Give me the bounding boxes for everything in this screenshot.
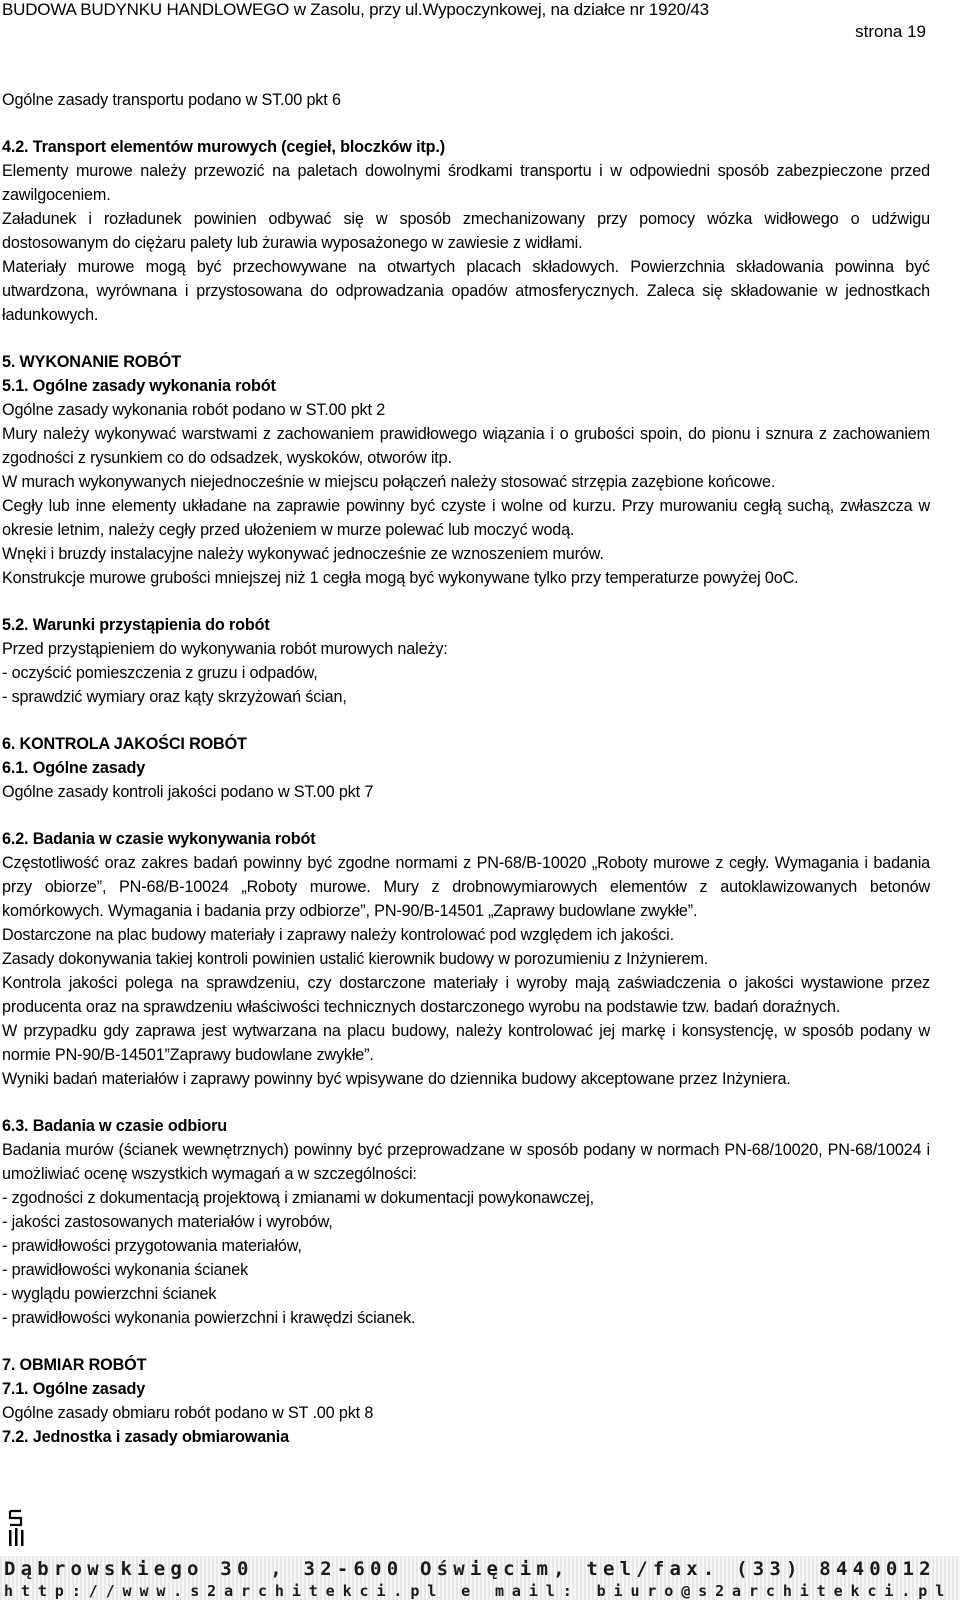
list-item: - prawidłowości wykonania ścianek: [2, 1261, 249, 1279]
list-item: - zgodności z dokumentacją projektową i zmianami w dokumentacji powykonawczej,: [2, 1189, 595, 1207]
paragraph: Konstrukcje murowe grubości mniejszej niż 1 cegła mogą być wykonywane tylko przy temperaturze powyżej 0oC.: [2, 569, 799, 587]
chapter-heading: 5. WYKONANIE ROBÓT: [2, 353, 181, 371]
paragraph: Mury należy wykonywać warstwami z zachowaniem prawidłowego wiązania i o grubości spoin, do pionu i sznura z zachowaniem zgodności z rysunkiem co do odsadzek, wyskoków, otworów itp.: [2, 425, 930, 467]
paragraph: Ogólne zasady wykonania robót podano w ST.00 pkt 2: [2, 401, 386, 419]
section-heading: 7.1. Ogólne zasady: [2, 1380, 146, 1398]
chapter-heading: 6. KONTROLA JAKOŚCI ROBÓT: [2, 735, 247, 753]
paragraph: Dostarczone na plac budowy materiały i zaprawy należy kontrolować pod względem ich jakości.: [2, 926, 674, 944]
paragraph: Przed przystąpieniem do wykonywania robót murowych należy:: [2, 640, 448, 658]
section-heading: 5.1. Ogólne zasady wykonania robót: [2, 377, 276, 395]
section-heading: 6.2. Badania w czasie wykonywania robót: [2, 830, 316, 848]
paragraph: Załadunek i rozładunek powinien odbywać się w sposób zmechanizowany przy pomocy wózka widłowego o udźwigu dostosowanym do ciężaru palety lub żurawia wyposażonego w zawiesie z widłami.: [2, 210, 930, 252]
page-number: strona 19: [855, 22, 926, 41]
paragraph: Materiały murowe mogą być przechowywane na otwartych placach składowych. Powierzchnia składowania powinna być utwardzona, wyrównana i przystosowana do odprowadzania opadów atmosferycznych. Zaleca się składowanie w jednostkach ładunkowych.: [2, 258, 930, 324]
list-item: - wyglądu powierzchni ścianek: [2, 1285, 217, 1303]
paragraph: Częstotliwość oraz zakres badań powinny być zgodne normami z PN-68/B-10020 „Roboty murowe z cegły. Wymagania i badania przy obiorze”, PN-68/B-10024 „Roboty murowe. Mury z drobnowymiarowych elementów z autoklawizowanych betonów komórkowych. Wymagania i badania przy odbiorze”, PN-90/B-14501 „Zaprawy budowlane zwykłe”.: [2, 854, 930, 920]
section-heading: 5.2. Warunki przystąpienia do robót: [2, 616, 270, 634]
paragraph: Wyniki badań materiałów i zaprawy powinny być wpisywane do dziennika budowy akceptowane przez Inżyniera.: [2, 1070, 791, 1088]
list-item: - sprawdzić wymiary oraz kąty skrzyżowań ścian,: [2, 688, 347, 706]
document-header-title: BUDOWA BUDYNKU HANDLOWEGO w Zasolu, przy ul.Wypoczynkowej, na działce nr 1920/43: [2, 0, 709, 19]
footer-web-email: http://www.s2architekci.pl e mail: biuro@s2architekci.pl: [4, 1582, 953, 1600]
paragraph: W murach wykonywanych niejednocześnie w miejscu połączeń należy stosować strzępia zazębione końcowe.: [2, 473, 776, 491]
paragraph: Wnęki i bruzdy instalacyjne należy wykonywać jednocześnie ze wznoszeniem murów.: [2, 545, 604, 563]
document-footer: [0, 1556, 960, 1600]
paragraph: Ogólne zasady obmiaru robót podano w ST .00 pkt 8: [2, 1404, 374, 1422]
section-heading: 6.1. Ogólne zasady: [2, 759, 146, 777]
paragraph: Cegły lub inne elementy układane na zaprawie powinny być czyste i wolne od kurzu. Przy murowaniu cegłą suchą, zwłaszcza w okresie letnim, należy cegły przed ułożeniem w murze polewać lub moczyć wodą.: [2, 497, 930, 539]
paragraph: Kontrola jakości polega na sprawdzeniu, czy dostarczone materiały i wyroby mają zaświadczenia o jakości wystawione przez producenta oraz na sprawdzeniu właściwości technicznych dostarczonego wyrobu na podstawie tzw. badań doraźnych.: [2, 974, 930, 1016]
footer-address: Dąbrowskiego 30 , 32-600 Oświęcim, tel/fax. (33) 8440012: [4, 1558, 936, 1580]
section-heading: 7.2. Jednostka i zasady obmiarowania: [2, 1428, 289, 1446]
paragraph: Ogólne zasady kontroli jakości podano w ST.00 pkt 7: [2, 783, 374, 801]
s2-logo-icon: [6, 1508, 26, 1553]
paragraph: Zasady dokonywania takiej kontroli powinien ustalić kierownik budowy w porozumieniu z Inżynierem.: [2, 950, 709, 968]
list-item: - oczyścić pomieszczenia z gruzu i odpadów,: [2, 664, 318, 682]
paragraph: Elementy murowe należy przewozić na paletach dowolnymi środkami transportu i w odpowiedni sposób zabezpieczone przed zawilgoceniem.: [2, 162, 930, 204]
paragraph: Badania murów (ścianek wewnętrznych) powinny być przeprowadzane w sposób podany w normach PN-68/10020, PN-68/10024 i umożliwiać ocenę wszystkich wymagań a w szczególności:: [2, 1141, 930, 1183]
list-item: - prawidłowości przygotowania materiałów,: [2, 1237, 302, 1255]
chapter-heading: 7. OBMIAR ROBÓT: [2, 1356, 147, 1374]
list-item: - jakości zastosowanych materiałów i wyrobów,: [2, 1213, 333, 1231]
list-item: - prawidłowości wykonania powierzchni i krawędzi ścianek.: [2, 1309, 416, 1327]
section-heading: 4.2. Transport elementów murowych (cegieł, bloczków itp.): [2, 138, 445, 156]
paragraph: Ogólne zasady transportu podano w ST.00 pkt 6: [2, 91, 341, 109]
paragraph: W przypadku gdy zaprawa jest wytwarzana na placu budowy, należy kontrolować jej markę i konsystencję, w sposób podany w normie PN-90/B-14501”Zaprawy budowlane zwykłe”.: [2, 1022, 930, 1064]
document-body: [2, 88, 930, 1449]
section-heading: 6.3. Badania w czasie odbioru: [2, 1117, 228, 1135]
